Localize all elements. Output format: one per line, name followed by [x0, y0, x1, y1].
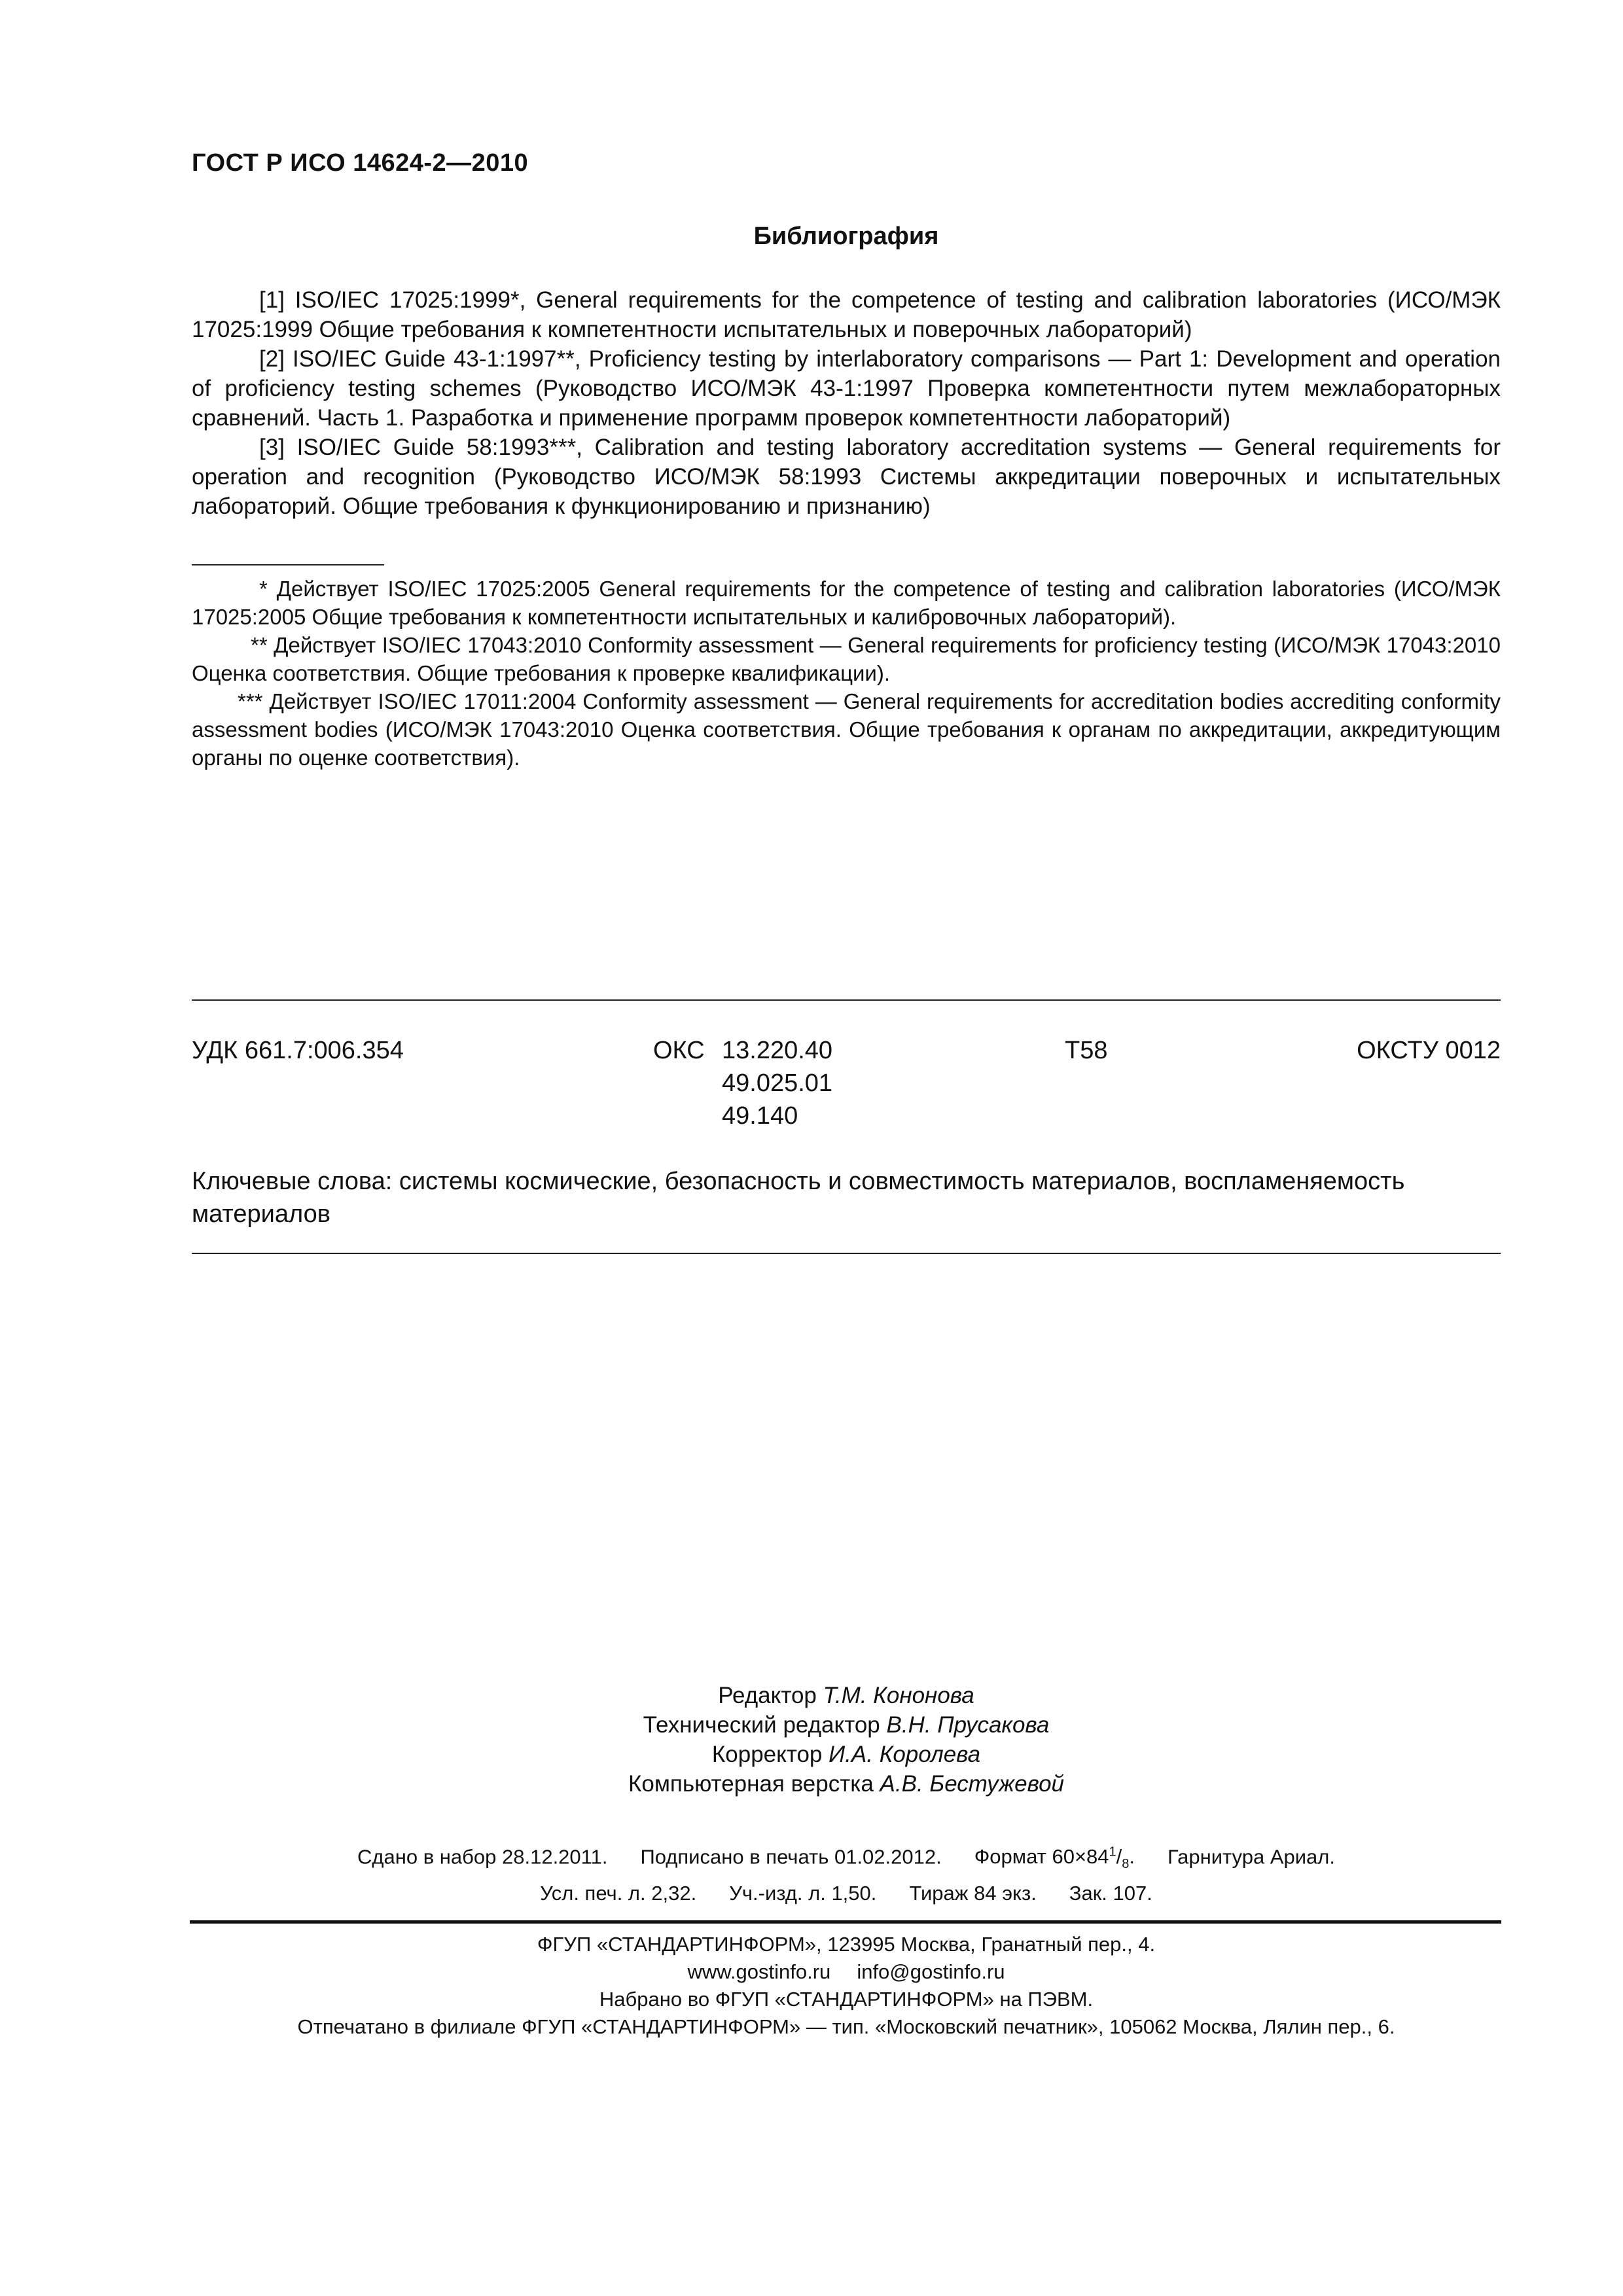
credit-editor-role: Редактор: [718, 1683, 817, 1708]
bibliography-entry-3: [3] ISO/IEC Guide 58:1993***, Calibration and testing laboratory accreditation systems — General requirements for operation and recognition (Руководство ИСО/МЭК 58:1993 Системы аккредитации поверочных и испытательных лабораторий. Общие требования к функционированию и признанию): [192, 435, 1501, 519]
credit-editor: [192, 1681, 1501, 1710]
footnote-2: ** Действует ISO/IEC 17043:2010 Conformity assessment — General requirements for proficiency testing (ИСО/МЭК 17043:2010 Оценка соответствия. Общие требования к проверке квалификации).: [192, 633, 1501, 685]
bibliography-entry-1: [1] ISO/IEC 17025:1999*, General requirements for the competence of testing and calibration laboratories (ИСО/МЭК 17025:1999 Общие требования к компетентности испытательных и поверочных лабораторий): [192, 287, 1501, 342]
oks-code-3: 49.140: [722, 1102, 798, 1130]
bibliography-list: [192, 285, 1501, 521]
footnotes: [192, 575, 1501, 772]
footnote-1: * Действует ISO/IEC 17025:2005 General requirements for the competence of testing and calibration laboratories (ИСО/МЭК 17025:2005 Общие требования к компетентности испытательных и калибровочных лабораторий).: [192, 577, 1501, 629]
print-info-line-2: [192, 1879, 1501, 1908]
credits: [192, 1681, 1501, 1799]
footnote-separator: [192, 564, 384, 565]
bibliography-entry-2: [2] ISO/IEC Guide 43-1:1997**, Proficiency testing by interlaboratory comparisons — Part 1: Development and operation of proficiency testing schemes (Руководство ИСО/МЭК 43-1:1997 Проверка компетентности путем межлабораторных сравнений. Часть 1. Разработка и применение программ проверок компетентности лабораторий): [192, 346, 1501, 431]
publisher-typeset: Набрано во ФГУП «СТАНДАРТИНФОРМ» на ПЭВМ.: [599, 1988, 1094, 2011]
credit-tech-editor-role: Технический редактор: [643, 1712, 880, 1738]
divider-publisher: [190, 1920, 1501, 1924]
pub-sheets: Уч.-изд. л. 1,50.: [729, 1881, 877, 1905]
sent-to-set: Сдано в набор 28.12.2011.: [357, 1845, 608, 1869]
credit-layout: [192, 1769, 1501, 1799]
print-info: [192, 1838, 1501, 1908]
t-code: Т58: [1065, 1037, 1108, 1064]
credit-corrector: [192, 1740, 1501, 1769]
credit-corrector-name: И.А. Королева: [829, 1742, 981, 1767]
publisher-website-link[interactable]: www.gostinfo.ru: [687, 1960, 831, 1983]
order-number: Зак. 107.: [1069, 1881, 1152, 1905]
credit-layout-name: А.В. Бестужевой: [880, 1771, 1065, 1797]
print-sheets: Усл. печ. л. 2,32.: [540, 1881, 697, 1905]
standard-code: ГОСТ Р ИСО 14624-2—2010: [192, 149, 529, 177]
oks-code-2: 49.025.01: [722, 1069, 833, 1097]
bibliography-title: Библиография: [753, 223, 939, 250]
publisher-info: [192, 1931, 1501, 2041]
publisher-address: ФГУП «СТАНДАРТИНФОРМ», 123995 Москва, Гранатный пер., 4.: [537, 1933, 1156, 1956]
okstu-code: ОКСТУ 0012: [1357, 1037, 1501, 1064]
oks-codes: [722, 1034, 832, 1132]
publisher-printed: Отпечатано в филиале ФГУП «СТАНДАРТИНФОРМ» — тип. «Московский печатник», 105062 Москва, Лялин пер., 6.: [297, 2015, 1395, 2038]
credit-corrector-role: Корректор: [711, 1742, 823, 1767]
divider-top: [192, 999, 1501, 1001]
oks-label: ОКС: [653, 1037, 705, 1064]
credit-tech-editor-name: В.Н. Прусакова: [886, 1712, 1050, 1738]
print-info-line-1: [192, 1838, 1501, 1879]
print-run: Тираж 84 экз.: [909, 1881, 1037, 1905]
credit-tech-editor: [192, 1710, 1501, 1740]
udk-code: УДК 661.7:006.354: [192, 1037, 404, 1064]
credit-layout-role: Компьютерная верстка: [628, 1771, 874, 1797]
publisher-contacts: [192, 1958, 1501, 1986]
format: Формат $60\times 84^1/_8$.: [974, 1845, 1135, 1872]
signed-to-print: Подписано в печать 01.02.2012.: [640, 1845, 942, 1869]
divider-keywords: [192, 1253, 1501, 1254]
credit-editor-name: Т.М. Кононова: [823, 1683, 974, 1708]
publisher-email-link[interactable]: info@gostinfo.ru: [857, 1960, 1005, 1983]
keywords: Ключевые слова: системы космические, безопасность и совместимость материалов, воспламеняемость материалов: [192, 1168, 1405, 1228]
footnote-3: *** Действует ISO/IEC 17011:2004 Conformity assessment — General requirements for accreditation bodies accrediting conformity assessment bodies (ИСО/МЭК 17043:2010 Оценка соответствия. Общие требования к органам по аккредитации, аккредитующим органы по оценке соответствия).: [192, 689, 1501, 770]
oks-code-1: 13.220.40: [722, 1037, 833, 1064]
font-info: Гарнитура Ариал.: [1168, 1845, 1335, 1869]
